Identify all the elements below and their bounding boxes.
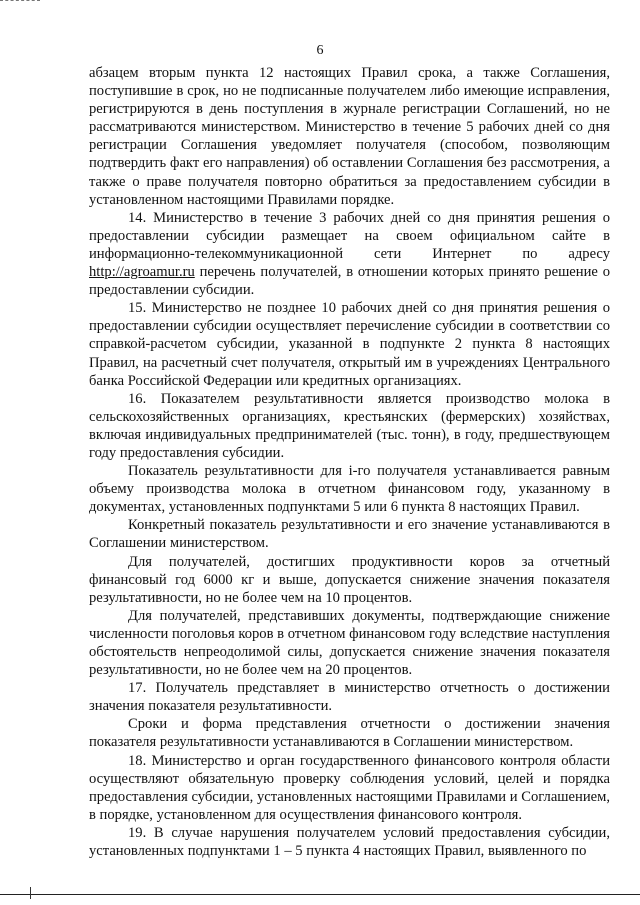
paragraph: Для получателей, представивших документы, подтверждающие снижение численности поголовья коров в отчетном финансовом году вследствие наступления обстоятельств непреодолимой силы, допускается снижение значения показателя результативности, но не более чем на 20 процентов.	[89, 607, 610, 679]
scan-mark	[30, 887, 31, 899]
paragraph-text: 14. Министерство в течение 3 рабочих дней со дня принятия решения о предоставлении субсидии размещает на своем официальном сайте в информационно-телекоммуникационной сети Интернет по адресу	[89, 209, 610, 262]
paragraph: абзацем вторым пункта 12 настоящих Правил срока, а также Соглашения, поступившие в срок, но не подписанные получателем либо имеющие исправления, регистрируются в день поступления в журнале регистрации Соглашений, но не рассматриваются министерством. Министерство в течение 5 рабочих дней со дня регистрации Соглашения уведомляет получателя (способом, позволяющим подтвердить факт его направления) об оставлении Соглашения без рассмотрения, а также о праве получателя повторно обратиться за предоставлением субсидии в установленном настоящими Правилами порядке.	[89, 65, 610, 208]
scan-bottom-edge	[0, 894, 640, 895]
paragraph: 17. Получатель представляет в министерство отчетность о достижении значения показателя результативности.	[89, 680, 610, 715]
website-link[interactable]: http://agroamur.ru	[89, 264, 195, 281]
paragraph: 18. Министерство и орган государственного финансового контроля области осуществляют обязательную проверку соблюдения условий, целей и порядка предоставления субсидии, установленных настоящими Правилами и Соглашением, в порядке, установленном для осуществления финансового контроля.	[89, 752, 610, 823]
paragraph: 19. В случае нарушения получателем условий предоставления субсидии, установленных подпунктами 1 – 5 пункта 4 настоящих Правил, выявленного по	[89, 824, 610, 860]
paragraph	[89, 209, 610, 299]
paragraph: Конкретный показатель результативности и его значение устанавливаются в Соглашении министерством.	[89, 517, 610, 552]
paragraph: 16. Показателем результативности является производство молока в сельскохозяйственных организациях, крестьянских (фермерских) хозяйствах, включая индивидуальных предпринимателей (тыс. тонн), в году, предшествующем году предоставления субсидии.	[89, 390, 610, 461]
paragraph: Сроки и форма представления отчетности о достижении значения показателя результативности устанавливаются в Соглашении министерством.	[89, 716, 610, 751]
paragraph: Для получателей, достигших продуктивности коров за отчетный финансовый год 6000 кг и выше, допускается снижение значения показателя результативности, но не более чем на 10 процентов.	[89, 553, 610, 606]
paragraph: Показатель результативности для i-го получателя устанавливается равным объему производства молока в отчетном финансовом году, указанному в документах, установленных подпунктами 5 или 6 пункта 8 настоящих Правил.	[89, 463, 610, 516]
page-number: 6	[316, 43, 324, 58]
paragraph: 15. Министерство не позднее 10 рабочих дней со дня принятия решения о предоставлении субсидии осуществляет перечисление субсидии в соответствии со справкой-расчетом субсидии, указанной в подпункте 2 пункта 8 настоящих Правил, на расчетный счет получателя, открытый им в учреждениях Центрального банка Российской Федерации или кредитных организациях.	[89, 300, 610, 389]
scan-edge-mark	[0, 0, 40, 3]
document-body	[89, 64, 610, 860]
paragraph-text: перечень получателей, в отношении которых принято решение о предоставлении субсидии.	[89, 264, 610, 299]
